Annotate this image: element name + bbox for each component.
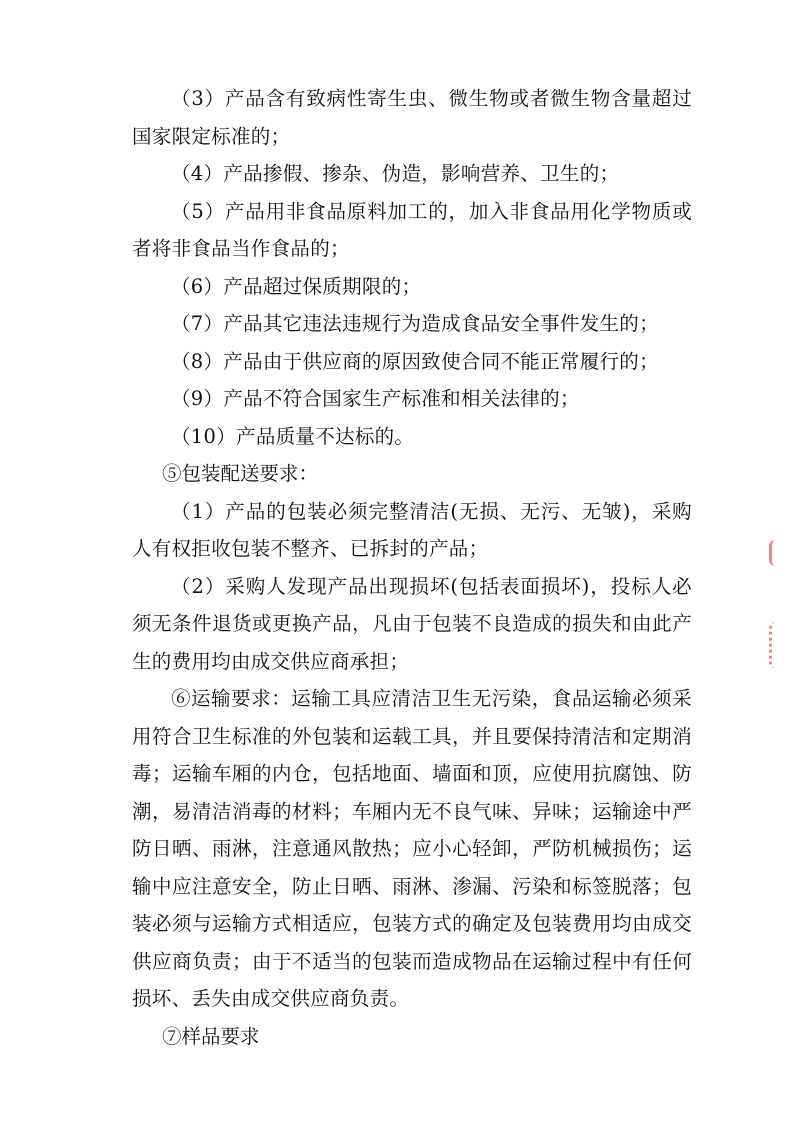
sample-heading: ⑦样品要求 (162, 1024, 260, 1048)
paragraph-item-5: （5）产品用非食品原料加工的，加入非食品用化学物质或者将非食品当作食品的； (132, 199, 692, 260)
seal-fragment (769, 540, 794, 566)
document-body (132, 80, 692, 1055)
paragraph-item-4: （4）产品掺假、掺杂、伪造，影响营养、卫生的； (171, 162, 620, 185)
paragraph-item-9: （9）产品不符合国家生产标准和相关法律的； (171, 387, 580, 410)
seal-fragment (769, 622, 794, 668)
paragraph-item-3: （3）产品含有致病性寄生虫、微生物或者微生物含量超过国家限定标准的； (132, 87, 692, 148)
paragraph-item-10: （10）产品质量不达标的。 (171, 424, 415, 448)
packaging-heading: ⑤包装配送要求： (162, 462, 319, 485)
packaging-item-1: （1）产品的包装必须完整清洁(无损、无污、无皱)，采购人有权拒收包装不整齐、已拆封的产品； (132, 499, 692, 560)
paragraph-item-6: （6）产品超过保质期限的； (171, 274, 422, 298)
packaging-item-2: （2）采购人发现产品出现损坏(包括表面损坏)，投标人必须无条件退货或更换产品，凡由于包装不良造成的损失和由此产生的费用均由成交供应商承担； (132, 574, 692, 673)
paragraph-item-7: （7）产品其它违法违规行为造成食品安全事件发生的； (171, 312, 659, 335)
transport-paragraph: ⑥运输要求：运输工具应清洁卫生无污染，食品运输必须采用符合卫生标准的外包装和运载工具，并且要保持清洁和定期消毒；运输车厢的内仓，包括地面、墙面和顶，应使用抗腐蚀、防潮，易清洁消毒的材料；车厢内无不良气味、异味；运输途中严防日晒、雨淋，注意通风散热；应小心轻卸，严防机械损伤；运输中应注意安全，防止日晒、雨淋、渗漏、污染和标签脱落；包装必须与运输方式相适应，包装方式的确定及包装费用均由成交供应商负责；由于不适当的包装而造成物品在运输过程中有任何损坏、丢失由成交供应商负责。 (132, 687, 692, 1010)
paragraph-item-8: （8）产品由于供应商的原因致使合同不能正常履行的； (171, 349, 659, 373)
